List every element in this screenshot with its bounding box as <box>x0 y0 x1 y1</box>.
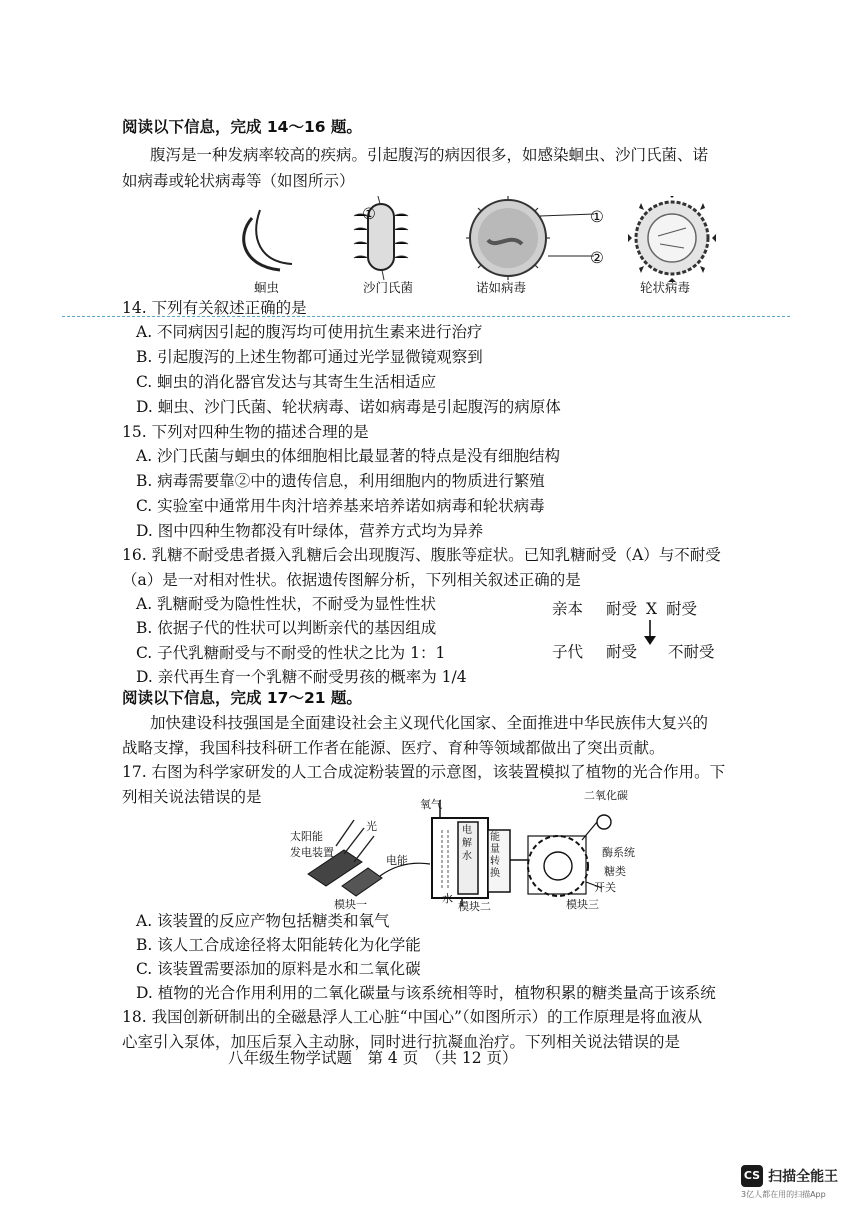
label-module1: 模块一 <box>334 898 367 911</box>
question-16-stem: （a）是一对相对性状。依据遗传图解分析，下列相关叙述正确的是 <box>122 571 581 589</box>
option[interactable]: A. 该装置的反应产物包括糖类和氧气 <box>136 912 390 930</box>
question-18-stem: 18. 我国创新研制出的全磁悬浮人工心脏“中国心”（如图所示）的工作原理是将血液从 <box>122 1008 703 1026</box>
marker-1-label: ① <box>590 208 604 226</box>
roundworm-illustration <box>244 210 292 270</box>
option[interactable]: C. 子代乳糖耐受与不耐受的性状之比为 1：1 <box>136 644 446 662</box>
label-solar: 太阳能 <box>290 830 323 843</box>
question-17-stem: 17. 右图为科学家研发的人工合成淀粉装置的示意图，该装置模拟了植物的光合作用。下 <box>122 763 726 781</box>
option[interactable]: B. 该人工合成途径将太阳能转化为化学能 <box>136 936 421 954</box>
option[interactable]: A. 不同病因引起的腹泻均可使用抗生素来进行治疗 <box>136 323 483 341</box>
figure-label-salmonella: 沙门氏菌 <box>363 280 414 295</box>
question-14-stem: 14. 下列有关叙述正确的是 <box>122 299 307 317</box>
genetics-parent2: 耐受 <box>666 600 698 618</box>
option[interactable]: D. 植物的光合作用利用的二氧化碳量与该系统相等时，植物积累的糖类量高于该系统 <box>136 984 716 1002</box>
marker-2-label: ② <box>590 249 604 267</box>
intro-text: 加快建设科技强国是全面建设社会主义现代化国家、全面推进中华民族伟大复兴的 <box>150 714 709 732</box>
option[interactable]: B. 依据子代的性状可以判断亲代的基因组成 <box>136 619 437 637</box>
question-17-stem: 列相关说法错误的是 <box>122 788 262 806</box>
label-water: 水 <box>442 892 453 905</box>
option[interactable]: A. 沙门氏菌与蛔虫的体细胞相比最显著的特点是没有细胞结构 <box>136 447 561 465</box>
option[interactable]: A. 乳糖耐受为隐性性状，不耐受为显性性状 <box>136 595 437 613</box>
label-energy: 能量转换 <box>490 832 500 879</box>
intro-text: 如病毒或轮状病毒等（如图所示） <box>122 172 355 190</box>
scanner-tagline: 3亿人都在用的扫描App <box>741 1190 826 1199</box>
label-switch: 开关 <box>594 881 616 894</box>
scanner-watermark <box>741 1165 838 1200</box>
genetics-offspring-label: 子代 <box>552 643 584 661</box>
label-oxygen: 氧气 <box>420 798 442 811</box>
label-power: 电能 <box>386 854 408 867</box>
genetics-offspring2: 不耐受 <box>668 643 715 661</box>
question-15-stem: 15. 下列对四种生物的描述合理的是 <box>122 423 369 441</box>
label-light: 光 <box>366 820 377 833</box>
rotavirus-illustration <box>628 196 716 282</box>
page-footer: 八年级生物学试题 第 4 页 （共 12 页） <box>228 1049 518 1067</box>
option[interactable]: D. 图中四种生物都没有叶绿体，营养方式均为异养 <box>136 522 484 540</box>
scanner-logo-icon: CS <box>741 1165 763 1187</box>
label-electrolysis: 电解水 <box>462 825 472 862</box>
genetics-cross: X <box>646 600 658 618</box>
section-heading: 阅读以下信息，完成 17～21 题。 <box>122 689 362 707</box>
marker-1: ① <box>362 205 376 223</box>
option[interactable]: D. 蛔虫、沙门氏菌、轮状病毒、诺如病毒是引起腹泻的病原体 <box>136 398 561 416</box>
genetics-parent-label: 亲本 <box>552 600 584 618</box>
figure-label-rotavirus: 轮状病毒 <box>640 280 691 295</box>
label-sugar: 糖类 <box>604 865 626 878</box>
option[interactable]: C. 该装置需要添加的原料是水和二氧化碳 <box>136 960 421 978</box>
scanner-name: 扫描全能王 <box>768 1169 839 1185</box>
label-solar2: 发电装置 <box>290 846 334 859</box>
down-arrow-icon <box>643 620 657 646</box>
norovirus-illustration <box>466 196 594 280</box>
label-co2: 二氧化碳 <box>584 789 628 802</box>
genetics-parent1: 耐受 <box>606 600 638 618</box>
label-module2: 模块二 <box>458 900 491 913</box>
question-16-stem: 16. 乳糖不耐受患者摄入乳糖后会出现腹泻、腹胀等症状。已知乳糖耐受（A）与不耐受 <box>122 546 721 564</box>
option[interactable]: C. 蛔虫的消化器官发达与其寄生生活相适应 <box>136 373 437 391</box>
option[interactable]: D. 亲代再生育一个乳糖不耐受男孩的概率为 1/4 <box>136 668 467 686</box>
figure-label-norovirus: 诺如病毒 <box>476 280 527 295</box>
intro-text: 战略支撑，我国科技科研工作者在能源、医疗、育种等领域都做出了突出贡献。 <box>122 739 665 757</box>
option[interactable]: B. 病毒需要靠②中的遗传信息，利用细胞内的物质进行繁殖 <box>136 472 545 490</box>
label-module3: 模块三 <box>566 898 599 911</box>
figure-label-roundworm: 蛔虫 <box>254 280 280 295</box>
label-enzyme: 酶系统 <box>602 846 635 859</box>
question-18-stem: 心室引入泵体，加压后泵入主动脉，同时进行抗凝血治疗。下列相关说法错误的是 <box>122 1033 681 1051</box>
intro-text: 腹泻是一种发病率较高的疾病。引起腹泻的病因很多，如感染蛔虫、沙门氏菌、诺 <box>150 146 709 164</box>
genetics-offspring1: 耐受 <box>606 643 638 661</box>
option[interactable]: B. 引起腹泻的上述生物都可通过光学显微镜观察到 <box>136 348 483 366</box>
section-heading: 阅读以下信息，完成 14～16 题。 <box>122 118 362 136</box>
option[interactable]: C. 实验室中通常用牛肉汁培养基来培养诺如病毒和轮状病毒 <box>136 497 545 515</box>
